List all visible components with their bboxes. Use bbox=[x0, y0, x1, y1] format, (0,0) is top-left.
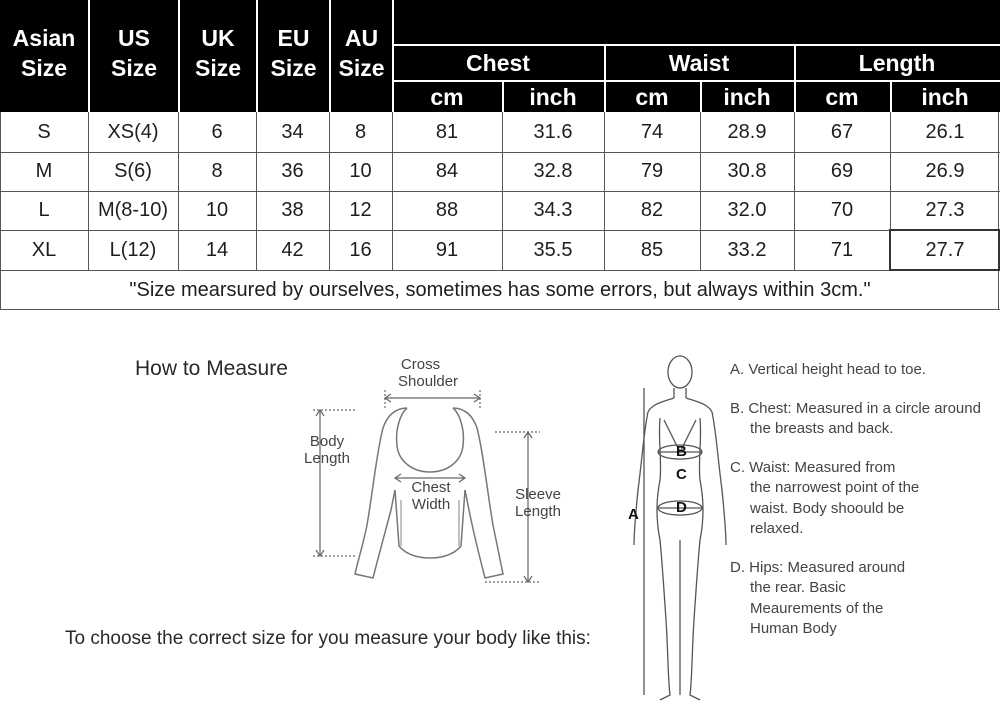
legend-item-a: A. Vertical height head to toe. bbox=[730, 361, 926, 378]
table-cell: 16 bbox=[349, 238, 372, 261]
table-cell: M(8-10) bbox=[97, 199, 168, 221]
table-cell: 27.7 bbox=[925, 238, 965, 261]
table-cell: 67 bbox=[830, 120, 854, 143]
table-cell: 42 bbox=[281, 238, 304, 261]
table-cell: S(6) bbox=[114, 160, 152, 182]
table-cell: 10 bbox=[205, 199, 229, 221]
table-cell: 38 bbox=[281, 199, 304, 221]
figure-letter-b: B bbox=[676, 443, 687, 460]
table-cell: 69 bbox=[830, 160, 854, 182]
table-cell: 28.9 bbox=[727, 120, 767, 143]
table-cell: 8 bbox=[354, 120, 367, 143]
header-us-size: US Size bbox=[110, 25, 158, 81]
table-cell: 36 bbox=[281, 160, 304, 182]
header-waist-cm: cm bbox=[635, 84, 669, 110]
table-cell: L bbox=[38, 199, 50, 221]
header-waist-inch: inch bbox=[723, 84, 771, 110]
header-eu-size: EU Size bbox=[270, 25, 317, 81]
table-cell: 81 bbox=[435, 120, 459, 143]
table-cell: 35.5 bbox=[533, 238, 573, 261]
cross-shoulder-label: Cross Shoulder bbox=[398, 356, 459, 390]
table-cell: 33.2 bbox=[727, 238, 767, 261]
table-cell: 74 bbox=[640, 120, 664, 143]
table-cell: 32.0 bbox=[727, 199, 767, 221]
header-waist: Waist bbox=[668, 50, 730, 76]
header-au-size: AU Size bbox=[338, 25, 385, 81]
table-cell: M bbox=[35, 160, 53, 182]
table-cell: 85 bbox=[640, 238, 664, 261]
table-cell: 79 bbox=[640, 160, 664, 182]
legend-item-c: C. Waist: Measured from the narrowest point of the waist. Body shoould be relaxed. bbox=[730, 458, 920, 537]
table-cell: XL bbox=[31, 238, 57, 261]
how-to-measure-title: How to Measure bbox=[135, 357, 288, 380]
figure-letter-d: D bbox=[676, 499, 687, 516]
table-cell: XS(4) bbox=[107, 120, 159, 143]
row-divider bbox=[0, 309, 1000, 310]
table-cell: 6 bbox=[211, 120, 223, 143]
header-uk-size: UK Size bbox=[194, 25, 242, 81]
table-cell: 91 bbox=[435, 238, 459, 261]
measurement-note: "Size mearsured by ourselves, sometimes has some errors, but always within 3cm." bbox=[129, 279, 871, 301]
legend-item-d: D. Hips: Measured around the rear. Basic Meaurements of the Human Body bbox=[730, 558, 906, 637]
figure-letter-a: A bbox=[628, 506, 639, 523]
table-cell: 30.8 bbox=[727, 160, 767, 182]
figure-letter-c: C bbox=[676, 466, 687, 483]
sleeve-length-label: Sleeve Length bbox=[515, 486, 561, 520]
legend-item-b: B. Chest: Measured in a circle around the breasts and back. bbox=[730, 399, 981, 437]
table-cell: L(12) bbox=[109, 238, 157, 261]
table-cell: 84 bbox=[435, 160, 459, 182]
table-cell: 34 bbox=[281, 120, 304, 143]
body-length-label: Body Length bbox=[304, 433, 350, 467]
measure-instruction: To choose the correct size for you measure your body like this: bbox=[65, 628, 591, 649]
human-figure-illustration bbox=[620, 350, 730, 710]
table-cell: 10 bbox=[349, 160, 372, 182]
table-cell: 12 bbox=[349, 199, 372, 221]
table-cell: 27.3 bbox=[925, 199, 965, 221]
table-cell: 70 bbox=[830, 199, 854, 221]
table-cell: 26.9 bbox=[925, 160, 965, 182]
measurement-legend bbox=[730, 360, 990, 640]
size-chart-table bbox=[0, 0, 1000, 310]
table-cell: 14 bbox=[205, 238, 229, 261]
header-asian-size: Asian Size bbox=[12, 25, 76, 81]
header-chest-cm: cm bbox=[430, 84, 464, 110]
header-length-cm: cm bbox=[825, 84, 859, 110]
table-cell: S bbox=[37, 120, 51, 143]
table-cell: 26.1 bbox=[925, 120, 965, 143]
table-cell: 88 bbox=[435, 199, 459, 221]
table-cell: 8 bbox=[211, 160, 223, 182]
table-cell: 31.6 bbox=[533, 120, 573, 143]
header-length-inch: inch bbox=[921, 84, 969, 110]
header-chest: Chest bbox=[466, 50, 530, 76]
table-cell: 71 bbox=[830, 238, 854, 261]
chest-width-label: Chest Width bbox=[411, 479, 451, 513]
header-length: Length bbox=[858, 50, 936, 76]
table-cell: 32.8 bbox=[533, 160, 573, 182]
table-cell: 82 bbox=[640, 199, 664, 221]
table-cell: 34.3 bbox=[533, 199, 573, 221]
header-chest-inch: inch bbox=[529, 84, 577, 110]
